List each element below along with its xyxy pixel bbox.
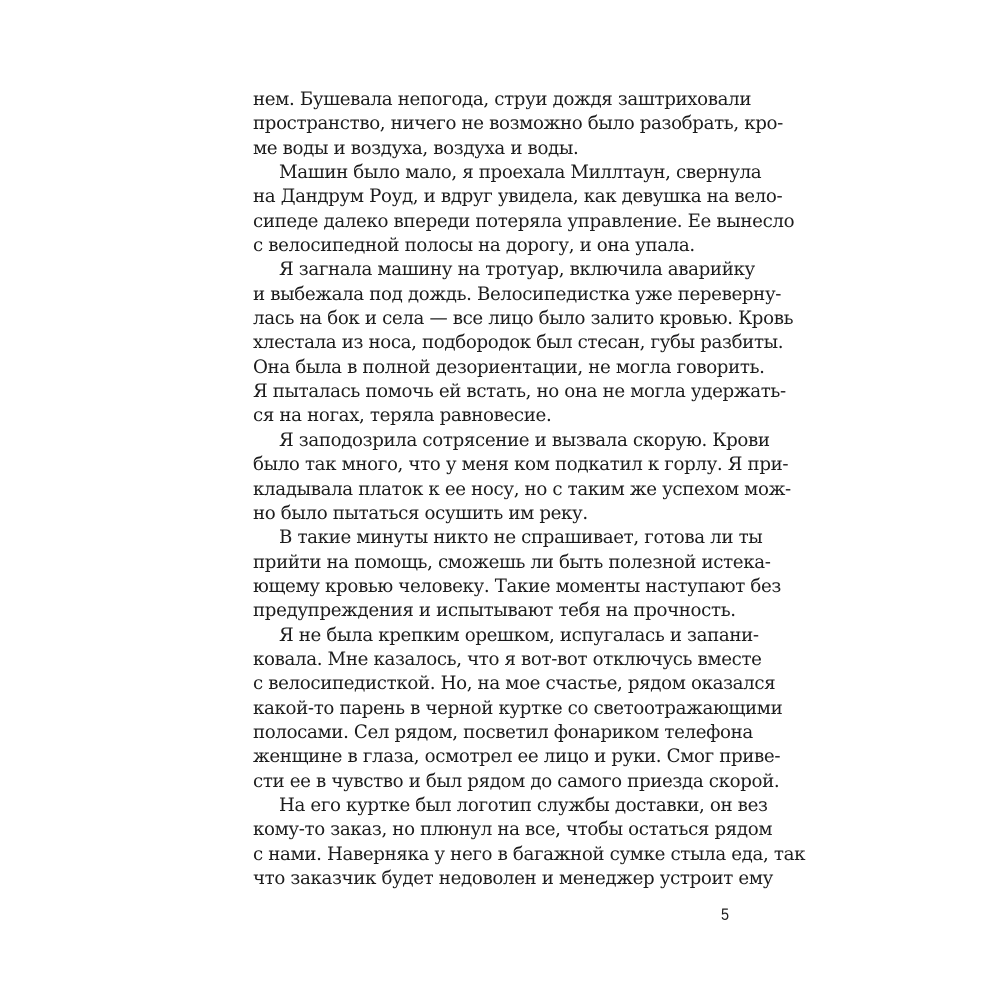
paragraph-first-line: Я загнала машину на тротуар, включила аварийку (279, 259, 755, 281)
text-line: прийти на помощь, сможешь ли быть полезной истека- (253, 551, 771, 573)
text-line: женщине в глаза, осмотрел ее лицо и руки. Смог приве- (253, 746, 781, 768)
text-line: какой-то парень в черной куртке со светоотражающими (253, 697, 783, 719)
text-line: хлестала из носа, подбородок был стесан, губы разбиты. (253, 332, 784, 354)
text-line: лась на бок и села — все лицо было залито кровью. Кровь (253, 308, 794, 330)
paragraph-first-line: На его куртке был логотип службы доставки, он вез (279, 794, 768, 816)
paragraph-first-line: Я заподозрила сотрясение и вызвала скорую. Крови (279, 429, 770, 451)
paragraph-first-line: Машин было мало, я проехала Миллтаун, свернула (279, 162, 762, 184)
paragraph-first-line: Я не была крепким орешком, испугалась и запани- (279, 624, 759, 646)
text-line: Я пыталась помочь ей встать, но она не могла удержать- (253, 381, 786, 403)
text-line: но было пытаться осушить им реку. (253, 502, 588, 524)
text-line: сипеде далеко впереди потеряла управление. Ее вынесло (253, 210, 795, 232)
text-line: ющему кровью человеку. Такие моменты наступают без (253, 575, 781, 597)
text-line: на Дандрум Роуд, и вдруг увидела, как девушка на вело- (253, 186, 783, 208)
text-line: кому-то заказ, но плюнул на все, чтобы остаться рядом (253, 819, 773, 841)
text-line: Она была в полной дезориентации, не могла говорить. (253, 356, 765, 378)
text-line: нем. Бушевала непогода, струи дождя заштриховали (253, 89, 752, 110)
text-line: ковала. Мне казалось, что я вот-вот отключусь вместе (253, 648, 762, 670)
text-line: пространство, ничего не возможно было разобрать, кро- (253, 113, 783, 135)
text-line: кладывала платок к ее носу, но с таким же успехом мож- (253, 478, 791, 500)
text-line: сти ее в чувство и был рядом до самого приезда скорой. (253, 770, 780, 792)
text-line: было так много, что у меня ком подкатил к горлу. Я при- (253, 454, 789, 476)
text-line: ся на ногах, теряла равновесие. (253, 405, 552, 427)
text-line: что заказчик будет недоволен и менеджер устроит ему (253, 868, 773, 889)
text-line: с велосипедисткой. Но, на мое счастье, рядом оказался (253, 673, 776, 695)
body-text (253, 88, 806, 891)
text-line: с нами. Наверняка у него в багажной сумке стыла еда, так (253, 843, 806, 865)
page-number: 5 (720, 905, 729, 924)
text-line: ме воды и воздуха, воздуха и воды. (253, 137, 579, 159)
paragraph-first-line: В такие минуты никто не спрашивает, готова ли ты (279, 527, 763, 549)
text-line: с велосипедной полосы на дорогу, и она упала. (253, 235, 695, 257)
text-line: полосами. Сел рядом, посветил фонариком телефона (253, 721, 753, 743)
text-line: предупреждения и испытывают тебя на прочность. (253, 600, 736, 622)
text-line: и выбежала под дождь. Велосипедистка уже переверну- (253, 283, 782, 305)
